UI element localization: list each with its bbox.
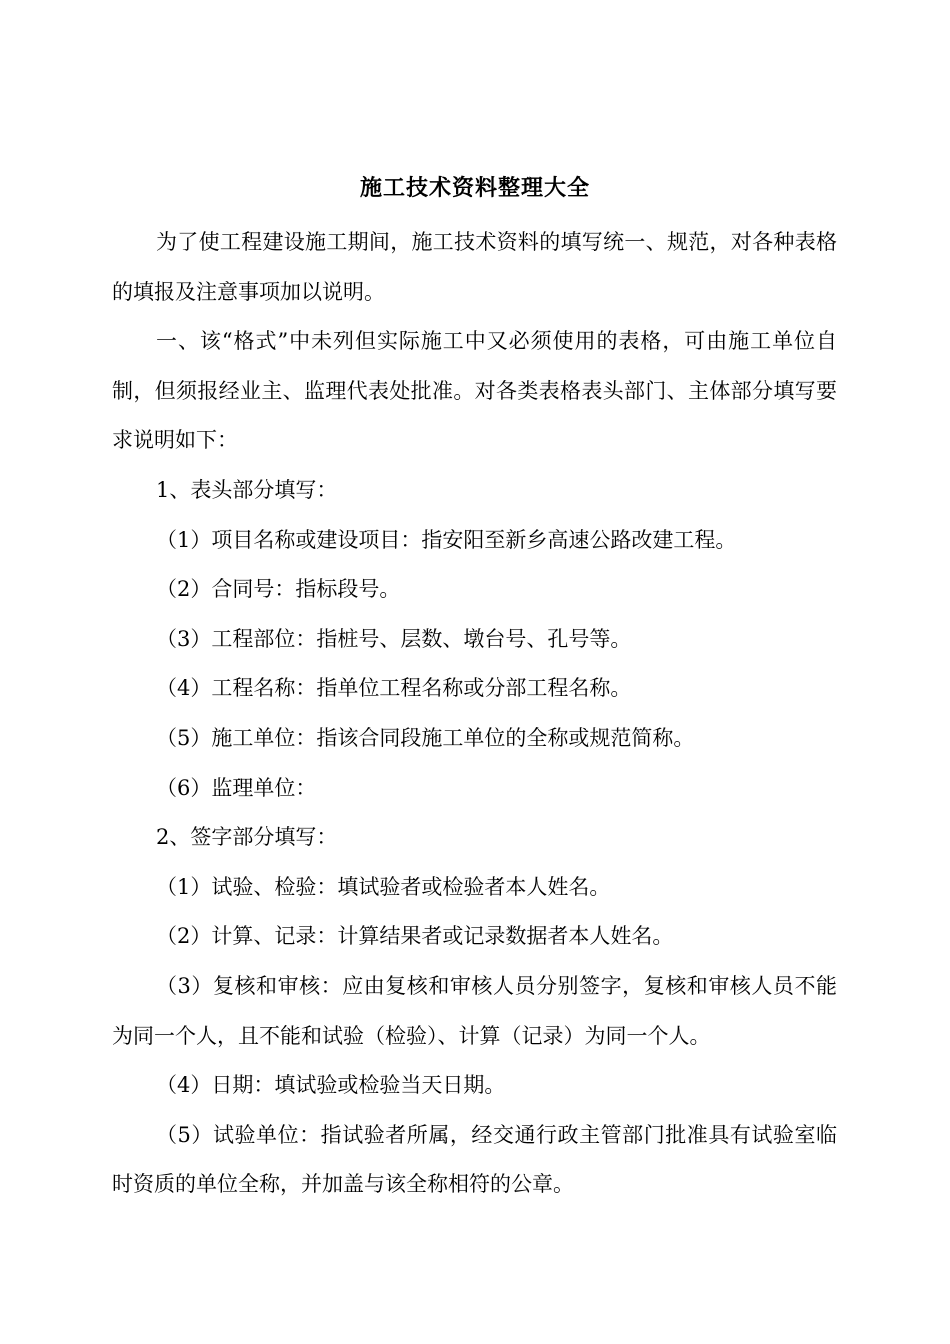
paragraph-item: （4）日期：填试验或检验当天日期。 [156,1073,506,1098]
paragraph-item: （2）合同号：指标段号。 [156,577,401,602]
paragraph-item: （3）复核和审核：应由复核和审核人员分别签字，复核和审核人员不能为同一个人，且不能和试验（检验）、计算（记录）为同一个人。 [112,973,837,1048]
paragraph-header-heading: 1、表头部分填写： [156,477,338,502]
paragraph-item: （5）施工单位：指该合同段施工单位的全称或规范简称。 [156,725,695,750]
paragraph-item: （3）工程部位：指桩号、层数、墩台号、孔号等。 [156,626,632,651]
paragraph-item: （6）监理单位： [156,775,317,800]
paragraph-item: （1）试验、检验：填试验者或检验者本人姓名。 [156,874,611,899]
paragraph-intro: 为了使工程建设施工期间，施工技术资料的填写统一、规范，对各种表格的填报及注意事项加以说明。 [112,230,837,304]
paragraph-item: （2）计算、记录：计算结果者或记录数据者本人姓名。 [156,924,674,949]
paragraph-item: （5）试验单位：指试验者所属，经交通行政主管部门批准具有试验室临时资质的单位全称，并加盖与该全称相符的公章。 [112,1122,837,1197]
paragraph-signature-heading: 2、签字部分填写： [156,825,338,850]
paragraph-item: （4）工程名称：指单位工程名称或分部工程名称。 [156,676,632,701]
document-body [112,218,837,1210]
paragraph-item: （1）项目名称或建设项目：指安阳至新乡高速公路改建工程。 [156,527,737,552]
document-title: 施工技术资料整理大全 [359,175,590,201]
paragraph-section-1: 一、该“格式”中未列但实际施工中又必须使用的表格，可由施工单位自制，但须报经业主、监理代表处批准。对各类表格表头部门、主体部分填写要求说明如下： [112,329,837,453]
